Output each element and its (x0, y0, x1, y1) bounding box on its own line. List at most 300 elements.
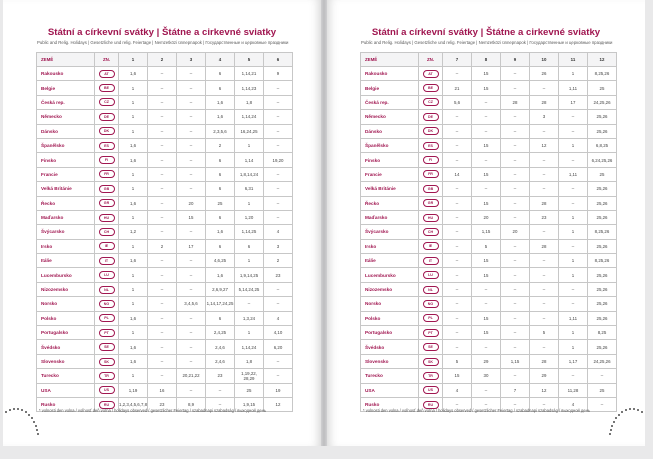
holiday-days-cell: – (530, 124, 559, 138)
country-name: Rakousko (361, 67, 419, 81)
page-title: Státní a církevní svátky | Štátne a cirkevné sviatky (371, 27, 601, 38)
country-code-badge: SK (99, 358, 115, 366)
country-code-cell (419, 138, 443, 152)
holiday-days-cell: 4,6,25 (206, 254, 235, 268)
holiday-days-cell: – (443, 67, 472, 81)
country-code-cell (95, 182, 119, 196)
holiday-days-cell: 2,6,9,27 (206, 282, 235, 296)
country-code-cell (419, 67, 443, 81)
country-code-badge: CH (99, 228, 115, 236)
country-name: Slovensko (361, 354, 419, 368)
holiday-days-cell: – (559, 124, 588, 138)
holiday-days-cell: – (501, 138, 530, 152)
table-row (37, 95, 293, 109)
holiday-days-cell: 1,19 (119, 383, 148, 397)
holiday-days-cell: 8,25,26 (588, 254, 617, 268)
holiday-days-cell: – (264, 95, 293, 109)
country-code-cell (419, 254, 443, 268)
holiday-days-cell: – (264, 196, 293, 210)
country-code-cell (95, 67, 119, 81)
holiday-days-cell: – (501, 153, 530, 167)
country-code-cell (419, 110, 443, 124)
table-row (361, 282, 617, 296)
holiday-days-cell: – (559, 196, 588, 210)
holiday-days-cell: 1,15 (472, 225, 501, 239)
country-code-badge: SE (423, 343, 439, 351)
country-code-badge: GR (99, 199, 115, 207)
holiday-days-cell: – (177, 326, 206, 340)
holiday-days-cell: 1,14,17,24,25 (206, 297, 235, 311)
country-code-badge: PT (99, 329, 115, 337)
country-name: Belgie (37, 81, 95, 95)
holiday-days-cell: – (148, 182, 177, 196)
holiday-days-cell: – (530, 182, 559, 196)
country-code-badge: GB (99, 185, 115, 193)
holiday-days-cell: 1 (559, 210, 588, 224)
holiday-days-cell: – (559, 153, 588, 167)
holiday-days-cell: 6 (206, 167, 235, 181)
table-row (361, 297, 617, 311)
header-country: ZEMĚ (37, 53, 95, 67)
holiday-days-cell: 3 (264, 239, 293, 253)
holiday-days-cell: – (148, 326, 177, 340)
holiday-days-cell: – (264, 354, 293, 368)
table-row (37, 210, 293, 224)
holiday-days-cell: – (501, 67, 530, 81)
holiday-days-cell: 26 (530, 67, 559, 81)
table-row (361, 340, 617, 354)
holiday-days-cell: 1,6 (119, 354, 148, 368)
holiday-days-cell: 1,11 (559, 81, 588, 95)
holiday-days-cell: – (472, 282, 501, 296)
country-name: Německo (37, 110, 95, 124)
header-month: 6 (264, 53, 293, 67)
holiday-days-cell: 1,8 (235, 95, 264, 109)
holiday-days-cell: – (443, 239, 472, 253)
holiday-days-cell: 25 (206, 196, 235, 210)
holiday-days-cell: 1,6 (119, 153, 148, 167)
country-code-badge: HU (423, 214, 439, 222)
holiday-days-cell: – (501, 397, 530, 411)
country-name: Maďarsko (361, 210, 419, 224)
holiday-days-cell: 1 (119, 95, 148, 109)
holiday-days-cell: 8,25,26 (588, 67, 617, 81)
country-code-badge: BE (99, 84, 115, 92)
country-code-badge: PL (99, 314, 115, 322)
holiday-days-cell: 9 (264, 67, 293, 81)
country-code-badge: US (99, 386, 115, 394)
holiday-days-cell: – (443, 282, 472, 296)
holiday-days-cell: – (443, 196, 472, 210)
holiday-days-cell: 1 (559, 268, 588, 282)
holiday-days-cell: 25,26 (588, 182, 617, 196)
country-code-badge: RU (99, 401, 115, 409)
holiday-days-cell: 2,4,25 (206, 326, 235, 340)
country-name: Švédsko (361, 340, 419, 354)
holiday-days-cell: – (177, 383, 206, 397)
country-code-cell (95, 282, 119, 296)
holiday-days-cell: 15 (472, 67, 501, 81)
holiday-days-cell: – (559, 282, 588, 296)
holiday-days-cell: 2,4,6 (206, 354, 235, 368)
country-code-cell (419, 210, 443, 224)
holiday-days-cell: 12 (530, 383, 559, 397)
holiday-days-cell: – (530, 268, 559, 282)
table-row (37, 167, 293, 181)
holiday-days-cell: – (148, 311, 177, 325)
holiday-days-cell: – (148, 282, 177, 296)
holiday-days-cell: 30 (472, 369, 501, 383)
country-code-cell (95, 326, 119, 340)
holiday-days-cell: – (264, 369, 293, 383)
holiday-days-cell: 20 (472, 210, 501, 224)
table-row (361, 182, 617, 196)
holiday-days-cell: 6 (235, 239, 264, 253)
country-code-cell (419, 239, 443, 253)
holiday-days-cell: 4 (559, 397, 588, 411)
holiday-days-cell: 28 (501, 95, 530, 109)
holiday-days-cell: 1,6 (206, 110, 235, 124)
holiday-days-cell: 5 (472, 239, 501, 253)
table-row (361, 268, 617, 282)
country-name: Nizozemsko (37, 282, 95, 296)
holiday-days-cell: 1 (119, 282, 148, 296)
holiday-days-cell: 4 (443, 383, 472, 397)
country-code-cell (419, 297, 443, 311)
table-row (361, 354, 617, 368)
holiday-days-cell: – (235, 297, 264, 311)
table-row (361, 311, 617, 325)
country-code-badge: AT (423, 70, 439, 78)
holiday-days-cell: 1,14,24 (235, 110, 264, 124)
holiday-days-cell: 1,19,22, 28,29 (235, 369, 264, 383)
holiday-days-cell: 11,28 (559, 383, 588, 397)
holiday-days-cell: 1 (119, 81, 148, 95)
holiday-days-cell: 1,11 (559, 311, 588, 325)
country-name: Irsko (37, 239, 95, 253)
holiday-days-cell: – (148, 67, 177, 81)
holiday-days-cell: 1,6 (206, 225, 235, 239)
table-row (37, 354, 293, 368)
holiday-days-cell: – (177, 340, 206, 354)
country-name: Dánsko (37, 124, 95, 138)
country-code-cell (95, 340, 119, 354)
country-name: Nizozemsko (361, 282, 419, 296)
holiday-days-cell: 1 (559, 225, 588, 239)
table-row (37, 282, 293, 296)
holiday-days-cell: 8,25 (588, 326, 617, 340)
holiday-days-cell: – (530, 311, 559, 325)
holiday-days-cell: 1 (559, 138, 588, 152)
header-code: ZN. (419, 53, 443, 67)
holiday-days-cell: 2,4,6 (206, 340, 235, 354)
holiday-days-cell: – (501, 239, 530, 253)
country-code-badge: IT (99, 257, 115, 265)
holiday-days-cell: 6 (206, 182, 235, 196)
holiday-days-cell: 23 (206, 369, 235, 383)
country-name: Česká rep. (37, 95, 95, 109)
country-name: Španělsko (361, 138, 419, 152)
country-code-badge: FI (423, 156, 439, 164)
holiday-days-cell: 15 (472, 254, 501, 268)
holiday-days-cell: 2,3,5,6 (206, 124, 235, 138)
holiday-days-cell: 1,20 (235, 210, 264, 224)
header-code: ZN. (95, 53, 119, 67)
holiday-days-cell: 15 (472, 196, 501, 210)
holiday-days-cell: 17 (559, 95, 588, 109)
country-name: Rusko (37, 397, 95, 411)
header-month: 1 (119, 53, 148, 67)
page-subtitle: Public and Relig. Holidays | Gesetzliche und relig. Feiertage | Nemzetközi ünnepnapok | Государственные и церковные праздники (361, 40, 613, 45)
holiday-days-cell: – (148, 268, 177, 282)
table-row (361, 225, 617, 239)
country-name: Francie (361, 167, 419, 181)
holiday-days-cell: 1,3,24 (235, 311, 264, 325)
holiday-days-cell: – (443, 340, 472, 354)
holiday-days-cell: 19 (264, 383, 293, 397)
holiday-days-cell: – (472, 182, 501, 196)
country-name: Polsko (361, 311, 419, 325)
header-month: 8 (472, 53, 501, 67)
holiday-days-cell: 1,6 (206, 95, 235, 109)
holiday-days-cell: – (472, 340, 501, 354)
holiday-days-cell: – (588, 397, 617, 411)
header-month: 5 (235, 53, 264, 67)
holiday-days-cell: 1,2,3,4,5,6,7,8 (119, 397, 148, 411)
header-month: 12 (588, 53, 617, 67)
holiday-days-cell: – (177, 110, 206, 124)
holiday-days-cell: – (559, 110, 588, 124)
holiday-days-cell: – (177, 95, 206, 109)
holiday-days-cell: 25 (588, 383, 617, 397)
holiday-days-cell: – (472, 95, 501, 109)
holiday-days-cell: 1,14,23 (235, 81, 264, 95)
holiday-days-cell: 1 (235, 326, 264, 340)
country-code-cell (419, 95, 443, 109)
country-code-badge: PT (423, 329, 439, 337)
country-code-badge: FR (99, 170, 115, 178)
holiday-days-cell: – (148, 210, 177, 224)
holiday-days-cell: 1,9,14,25 (235, 268, 264, 282)
holiday-days-cell: 15 (472, 138, 501, 152)
holiday-days-cell: 1 (119, 110, 148, 124)
holiday-days-cell: 25 (235, 383, 264, 397)
table-row (361, 81, 617, 95)
holiday-days-cell: – (443, 210, 472, 224)
country-code-cell (95, 254, 119, 268)
holiday-days-cell: 15 (177, 210, 206, 224)
country-name: Česká rep. (361, 95, 419, 109)
holiday-days-cell: 15 (443, 369, 472, 383)
holiday-days-cell: 28 (530, 354, 559, 368)
holiday-days-cell: – (177, 311, 206, 325)
holiday-days-cell: – (264, 210, 293, 224)
holiday-days-cell: 29 (530, 369, 559, 383)
table-row (37, 239, 293, 253)
holiday-days-cell: 1,17 (559, 354, 588, 368)
holiday-days-cell: – (501, 182, 530, 196)
holiday-days-cell: – (501, 268, 530, 282)
header-month: 7 (443, 53, 472, 67)
holiday-days-cell: – (559, 239, 588, 253)
country-name: Norsko (37, 297, 95, 311)
header-month: 10 (530, 53, 559, 67)
holiday-days-cell: – (501, 110, 530, 124)
header-month: 11 (559, 53, 588, 67)
holiday-days-cell: – (443, 397, 472, 411)
holiday-days-cell: 16,24,25 (235, 124, 264, 138)
holiday-days-cell: 1 (119, 268, 148, 282)
country-code-badge: ES (99, 142, 115, 150)
holiday-days-cell: – (530, 397, 559, 411)
holiday-days-cell: – (501, 369, 530, 383)
holiday-days-cell: – (264, 81, 293, 95)
country-code-badge: CZ (99, 98, 115, 106)
holiday-days-cell: – (443, 124, 472, 138)
holiday-days-cell: – (501, 167, 530, 181)
country-code-badge: NL (423, 286, 439, 294)
table-row (37, 225, 293, 239)
table-row (37, 124, 293, 138)
holiday-days-cell: 6,20 (264, 340, 293, 354)
table-row (37, 340, 293, 354)
holiday-days-cell: 25,26 (588, 282, 617, 296)
holiday-days-cell: – (177, 268, 206, 282)
header-month: 2 (148, 53, 177, 67)
holiday-days-cell: 1 (119, 182, 148, 196)
holiday-days-cell: 6 (206, 210, 235, 224)
holiday-days-cell: 1,6 (119, 138, 148, 152)
holiday-days-cell: 1,6 (119, 311, 148, 325)
country-code-cell (419, 383, 443, 397)
holiday-days-cell: 4 (264, 311, 293, 325)
holiday-days-cell: 8,25,26 (588, 225, 617, 239)
table-row (361, 254, 617, 268)
table-row (361, 383, 617, 397)
country-code-badge: LU (423, 271, 439, 279)
holiday-days-cell: 25,26 (588, 297, 617, 311)
country-code-badge: PL (423, 314, 439, 322)
holiday-days-cell: – (472, 110, 501, 124)
holiday-days-cell: – (177, 124, 206, 138)
holiday-days-cell: 21 (443, 81, 472, 95)
table-row (361, 239, 617, 253)
holiday-days-cell: – (148, 110, 177, 124)
holiday-days-cell: 3 (530, 110, 559, 124)
country-code-cell (95, 167, 119, 181)
country-name: Francie (37, 167, 95, 181)
table-row (361, 167, 617, 181)
holiday-days-cell: – (443, 326, 472, 340)
holiday-days-cell: 1 (119, 326, 148, 340)
holiday-days-cell: – (501, 311, 530, 325)
country-code-cell (95, 95, 119, 109)
country-code-cell (419, 225, 443, 239)
holiday-days-cell: 28 (530, 95, 559, 109)
holiday-days-cell: 1,8 (235, 354, 264, 368)
table-row (37, 326, 293, 340)
footnote: * volnosti den volna / voľnosť deň voľna / holidays observed / gesetzlicher Feiertag / szabadnapi szabadság / выходной день (363, 408, 590, 413)
holiday-days-cell: – (264, 182, 293, 196)
table-row (361, 210, 617, 224)
holiday-days-cell: 15 (472, 167, 501, 181)
holiday-days-cell: – (443, 182, 472, 196)
holiday-days-cell: – (148, 124, 177, 138)
holiday-days-cell: – (443, 268, 472, 282)
holiday-days-cell: – (443, 225, 472, 239)
country-name: Turecko (361, 369, 419, 383)
holiday-days-cell: 2 (206, 138, 235, 152)
table-row (37, 81, 293, 95)
holiday-days-cell: 15 (472, 268, 501, 282)
holiday-days-cell: 6 (206, 153, 235, 167)
country-name: Itálie (37, 254, 95, 268)
holiday-days-cell: – (501, 81, 530, 95)
header-month: 9 (501, 53, 530, 67)
country-code-badge: DK (99, 127, 115, 135)
holiday-days-cell: – (501, 326, 530, 340)
holiday-days-cell: 16 (148, 383, 177, 397)
country-name: Dánsko (361, 124, 419, 138)
country-name: Lucembursko (361, 268, 419, 282)
holiday-table-right (360, 52, 617, 412)
page-title: Státní a církevní svátky | Štátne a cirkevné sviatky (47, 27, 277, 38)
holiday-days-cell: 4,10 (264, 326, 293, 340)
holiday-days-cell: 25,26 (588, 210, 617, 224)
holiday-days-cell: 28 (530, 239, 559, 253)
holiday-days-cell: 1 (119, 297, 148, 311)
country-name: Švýcarsko (37, 225, 95, 239)
table-row (361, 110, 617, 124)
holiday-days-cell: 1 (559, 340, 588, 354)
holiday-days-cell: – (177, 354, 206, 368)
holiday-days-cell: – (177, 225, 206, 239)
holiday-days-cell: – (148, 297, 177, 311)
header-country: ZEMĚ (361, 53, 419, 67)
holiday-days-cell: – (206, 383, 235, 397)
country-code-cell (419, 167, 443, 181)
table-header-row (37, 53, 293, 67)
country-code-badge: FR (423, 170, 439, 178)
holiday-days-cell: 5 (443, 354, 472, 368)
country-name: Španělsko (37, 138, 95, 152)
holiday-days-cell: 6 (206, 239, 235, 253)
holiday-days-cell: – (530, 167, 559, 181)
holiday-days-cell: 15 (472, 326, 501, 340)
holiday-days-cell: 5,6 (443, 95, 472, 109)
holiday-days-cell: – (530, 340, 559, 354)
holiday-days-cell: – (148, 81, 177, 95)
holiday-days-cell: – (472, 397, 501, 411)
country-code-cell (419, 340, 443, 354)
holiday-days-cell: 1 (559, 67, 588, 81)
holiday-days-cell: – (588, 369, 617, 383)
holiday-days-cell: – (443, 254, 472, 268)
table-row (361, 326, 617, 340)
country-name: Irsko (361, 239, 419, 253)
country-name: Turecko (37, 369, 95, 383)
country-code-badge: DK (423, 127, 439, 135)
holiday-days-cell: 6,24,25,26 (588, 153, 617, 167)
holiday-days-cell: 1,11 (559, 167, 588, 181)
country-code-cell (95, 225, 119, 239)
right-page (327, 0, 645, 446)
holiday-days-cell: – (530, 225, 559, 239)
holiday-days-cell: – (177, 138, 206, 152)
country-code-badge: CZ (423, 98, 439, 106)
holiday-days-cell: – (177, 282, 206, 296)
holiday-days-cell: 25 (588, 167, 617, 181)
